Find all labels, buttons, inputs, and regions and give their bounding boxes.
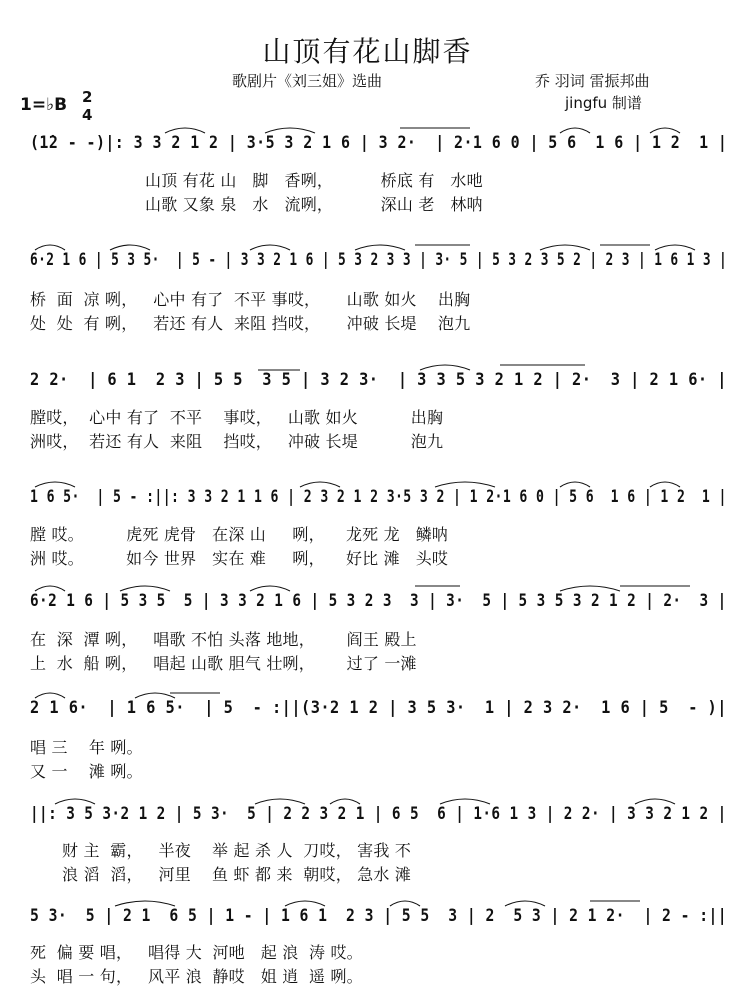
notation-line-4: 1 6 5· | 5 - :||: 3 3 2 1 1 6 | 2 3 2 1 2 3·5 3 2 | 1 2·1 6 0 | 5 6 1 6 | 1 2 1 | bbox=[30, 487, 727, 507]
lyric-line-7-verse-1: 财 主 霸， 半夜 举 起 杀 人 刀哎， 害我 不 bbox=[62, 841, 412, 860]
lyric-line-1-verse-1: 山顶 有花 山 脚 香咧， 桥底 有 水吔 bbox=[145, 171, 483, 190]
lyric-line-7-verse-2: 浪 滔 滔， 河里 鱼 虾 都 来 朝哎， 急水 滩 bbox=[62, 865, 412, 884]
notation-line-7: ||: 3 5 3·2 1 2 | 5 3· 5 | 2 2 3 2 1 | 6 5 6 | 1·6 1 3 | 2 2· | 3 3 2 1 2 | bbox=[30, 804, 727, 824]
subtitle: 歌剧片《刘三姐》选曲 bbox=[232, 72, 383, 90]
lyric-line-4-verse-2: 洲 哎。 如今 世界 实在 难 咧， 好比 滩 头哎 bbox=[30, 549, 449, 568]
notation-line-6: 2 1 6· | 1 6 5· | 5 - :||(3·2 1 2 | 3 5 3· 1 | 2 3 2· 1 6 | 5 - )| bbox=[30, 698, 727, 718]
lyric-line-5-verse-1: 在 深 潭 咧， 唱歌 不怕 头落 地地， 阎王 殿上 bbox=[30, 630, 417, 649]
composer-credit: 乔 羽词 雷振邦曲 bbox=[535, 72, 650, 90]
lyric-line-5-verse-2: 上 水 船 咧， 唱起 山歌 胆气 壮咧， 过了 一滩 bbox=[30, 654, 417, 673]
lyric-line-8-verse-1: 死 偏 要 唱， 唱得 大 河吔 起 浪 涛 哎。 bbox=[30, 943, 363, 962]
lyric-line-6-verse-2: 又 一 滩 咧。 bbox=[30, 762, 143, 781]
lyric-line-4-verse-1: 膛 哎。 虎死 虎骨 在深 山 咧， 龙死 龙 鳞呐 bbox=[30, 525, 449, 544]
lyric-line-3-verse-2: 洲哎， 若还 有人 来阻 挡哎， 冲破 长堤 泡九 bbox=[30, 432, 444, 451]
notation-line-2: 6·2 1 6 | 5 3 5· | 5 - | 3 3 2 1 6 | 5 3 2 3 3 | 3· 5 | 5 3 2 3 5 2 | 2 3 | 1 6 1 3 | bbox=[30, 250, 728, 270]
lyric-line-8-verse-2: 头 唱 一 句， 风平 浪 静哎 姐 逍 遥 咧。 bbox=[30, 967, 363, 986]
lyric-line-6-verse-1: 唱 三 年 咧。 bbox=[30, 738, 143, 757]
lyric-line-1-verse-2: 山歌 又象 泉 水 流咧， 深山 老 林呐 bbox=[145, 195, 483, 214]
key-signature: 1=♭B bbox=[20, 95, 68, 115]
notation-line-5: 6·2 1 6 | 5 3 5 5 | 3 3 2 1 6 | 5 3 2 3 3 | 3· 5 | 5 3 5 3 2 1 2 | 2· 3 | bbox=[30, 591, 727, 611]
arranger-credit: jingfu 制谱 bbox=[565, 94, 642, 112]
notation-line-3: 2 2· | 6 1 2 3 | 5 5 3 5 | 3 2 3· | 3 3 5 3 2 1 2 | 2· 3 | 2 1 6· | bbox=[30, 370, 727, 390]
time-signature-bottom: 4 bbox=[82, 106, 93, 124]
page-title: 山顶有花山脚香 bbox=[262, 35, 473, 68]
time-signature-top: 2 bbox=[82, 88, 93, 106]
lyric-line-2-verse-2: 处 处 有 咧， 若还 有人 来阻 挡哎， 冲破 长堤 泡九 bbox=[30, 314, 471, 333]
lyric-line-3-verse-1: 膛哎， 心中 有了 不平 事哎， 山歌 如火 出胸 bbox=[30, 408, 444, 427]
notation-line-1: (1̇2 - -)|: 3 3 2 1 2 | 3·5 3 2 1 6 | 3 2· | 2·1 6 0 | 5 6 1 6 | 1 2 1 | bbox=[30, 133, 728, 153]
lyric-line-2-verse-1: 桥 面 凉 咧， 心中 有了 不平 事哎， 山歌 如火 出胸 bbox=[30, 290, 471, 309]
notation-line-8: 5 3· 5 | 2 1 6 5 | 1 - | 1 6 1 2 3 | 5 5 3 | 2 5 3 | 2 1 2· | 2 - :|| bbox=[30, 906, 728, 926]
